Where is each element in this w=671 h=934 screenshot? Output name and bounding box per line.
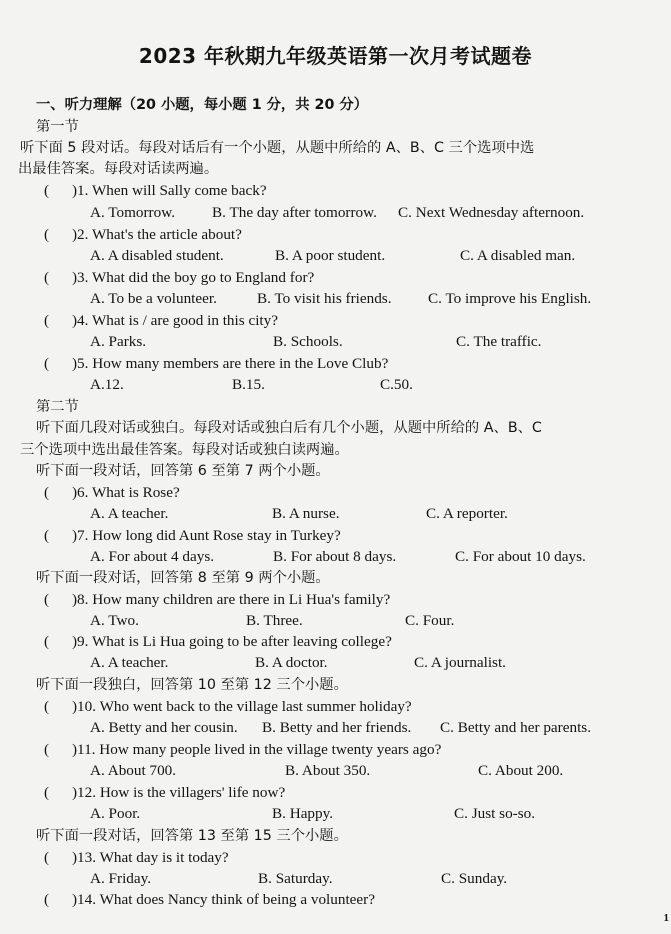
answer-blank[interactable]: ( xyxy=(44,355,50,372)
answer-blank[interactable]: ( xyxy=(44,698,50,715)
listening-cue: 听下面一段对话，回答第 13 至第 15 三个小题。 xyxy=(36,828,348,844)
answer-blank[interactable]: ( xyxy=(44,591,50,608)
option-b: B. Happy. xyxy=(272,805,334,822)
answer-blank[interactable]: ( xyxy=(44,527,50,544)
question-text: )4. What is / are good in this city? xyxy=(72,312,278,329)
question-stem xyxy=(44,225,242,245)
section-heading: 一、听力理解（20 小题，每小题 1 分，共 20 分） xyxy=(36,97,368,113)
option-b: B.15. xyxy=(232,376,265,393)
question-stem xyxy=(44,848,229,868)
page-number: 1 xyxy=(663,912,669,924)
option-a: A. A teacher. xyxy=(90,654,169,671)
question-text: )7. How long did Aunt Rose stay in Turkey? xyxy=(72,527,341,544)
question-stem xyxy=(44,632,392,652)
listening-cue: 听下面一段独白，回答第 10 至第 12 三个小题。 xyxy=(36,677,348,693)
part1-label: 第一节 xyxy=(36,119,79,135)
option-b: B. Three. xyxy=(246,612,303,629)
answer-blank[interactable]: ( xyxy=(44,312,50,329)
option-a: A. Two. xyxy=(90,612,139,629)
option-a: A. About 700. xyxy=(90,762,177,779)
option-a: A. For about 4 days. xyxy=(90,548,215,565)
option-a: A. Friday. xyxy=(90,870,152,887)
answer-blank[interactable]: ( xyxy=(44,784,50,801)
option-c: C. A disabled man. xyxy=(460,247,576,264)
answer-blank[interactable]: ( xyxy=(44,182,50,199)
part2-instruction: 三个选项中选出最佳答案。每段对话或独白读两遍。 xyxy=(20,442,349,458)
question-stem xyxy=(44,890,375,910)
page-title: 2023 年秋期九年级英语第一次月考试题卷 xyxy=(138,44,533,68)
part1-instruction: 听下面 5 段对话。每段对话后有一个小题，从题中所给的 A、B、C 三个选项中选 xyxy=(20,140,535,156)
option-a: A. A teacher. xyxy=(90,505,169,522)
question-text: )14. What does Nancy think of being a volunteer? xyxy=(72,891,375,908)
question-text: )13. What day is it today? xyxy=(72,849,229,866)
answer-blank[interactable]: ( xyxy=(44,849,50,866)
answer-blank[interactable]: ( xyxy=(44,633,50,650)
option-b: B. Schools. xyxy=(273,333,343,350)
answer-blank[interactable]: ( xyxy=(44,269,50,286)
option-c: C. Four. xyxy=(405,612,455,629)
question-text: )3. What did the boy go to England for? xyxy=(72,269,315,286)
option-a: A. Parks. xyxy=(90,333,147,350)
question-text: )9. What is Li Hua going to be after leaving college? xyxy=(72,633,392,650)
option-a: A. To be a volunteer. xyxy=(90,290,217,307)
question-stem xyxy=(44,697,412,717)
option-c: C. Betty and her parents. xyxy=(440,719,591,736)
option-b: B. A poor student. xyxy=(275,247,386,264)
option-c: C. Sunday. xyxy=(441,870,508,887)
answer-blank[interactable]: ( xyxy=(44,891,50,908)
question-text: )11. How many people lived in the village twenty years ago? xyxy=(72,741,442,758)
question-text: )8. How many children are there in Li Hua's family? xyxy=(72,591,391,608)
option-c: C. The traffic. xyxy=(456,333,542,350)
option-c: C.50. xyxy=(380,376,413,393)
question-text: )12. How is the villagers' life now? xyxy=(72,784,286,801)
option-c: C. About 200. xyxy=(478,762,564,779)
question-text: )5. How many members are there in the Love Club? xyxy=(72,355,389,372)
option-b: B. For about 8 days. xyxy=(273,548,397,565)
option-b: B. A nurse. xyxy=(272,505,340,522)
question-stem xyxy=(44,181,267,201)
question-text: )10. Who went back to the village last summer holiday? xyxy=(72,698,412,715)
question-stem xyxy=(44,483,180,503)
question-stem xyxy=(44,354,388,374)
option-a: A.12. xyxy=(90,376,124,393)
listening-cue: 听下面一段对话，回答第 8 至第 9 两个小题。 xyxy=(36,570,330,586)
question-text: )6. What is Rose? xyxy=(72,484,180,501)
option-c: C. A journalist. xyxy=(414,654,506,671)
answer-blank[interactable]: ( xyxy=(44,741,50,758)
option-b: B. Saturday. xyxy=(258,870,333,887)
option-c: C. A reporter. xyxy=(426,505,508,522)
answer-blank[interactable]: ( xyxy=(44,484,50,501)
question-stem xyxy=(44,783,285,803)
question-text: )1. When will Sally come back? xyxy=(72,182,267,199)
question-stem xyxy=(44,311,278,331)
option-b: B. About 350. xyxy=(285,762,371,779)
listening-cue: 听下面一段对话，回答第 6 至第 7 两个小题。 xyxy=(36,463,330,479)
option-a: A. Tomorrow. xyxy=(90,204,175,221)
option-c: C. For about 10 days. xyxy=(455,548,586,565)
question-stem xyxy=(44,740,441,760)
part1-instruction: 出最佳答案。每段对话读两遍。 xyxy=(18,161,219,177)
part2-instruction: 听下面几段对话或独白。每段对话或独白后有几个小题，从题中所给的 A、B、C xyxy=(36,420,542,436)
option-b: B. A doctor. xyxy=(255,654,328,671)
option-a: A. Betty and her cousin. xyxy=(90,719,238,736)
question-text: )2. What's the article about? xyxy=(72,226,242,243)
question-stem xyxy=(44,268,314,288)
question-stem xyxy=(44,590,390,610)
answer-blank[interactable]: ( xyxy=(44,226,50,243)
option-c: C. To improve his English. xyxy=(428,290,592,307)
part2-label: 第二节 xyxy=(36,399,79,415)
option-c: C. Next Wednesday afternoon. xyxy=(398,204,585,221)
option-b: B. The day after tomorrow. xyxy=(212,204,377,221)
option-a: A. A disabled student. xyxy=(90,247,224,264)
question-stem xyxy=(44,526,341,546)
option-b: B. To visit his friends. xyxy=(257,290,392,307)
option-b: B. Betty and her friends. xyxy=(262,719,412,736)
option-c: C. Just so-so. xyxy=(454,805,536,822)
option-a: A. Poor. xyxy=(90,805,141,822)
